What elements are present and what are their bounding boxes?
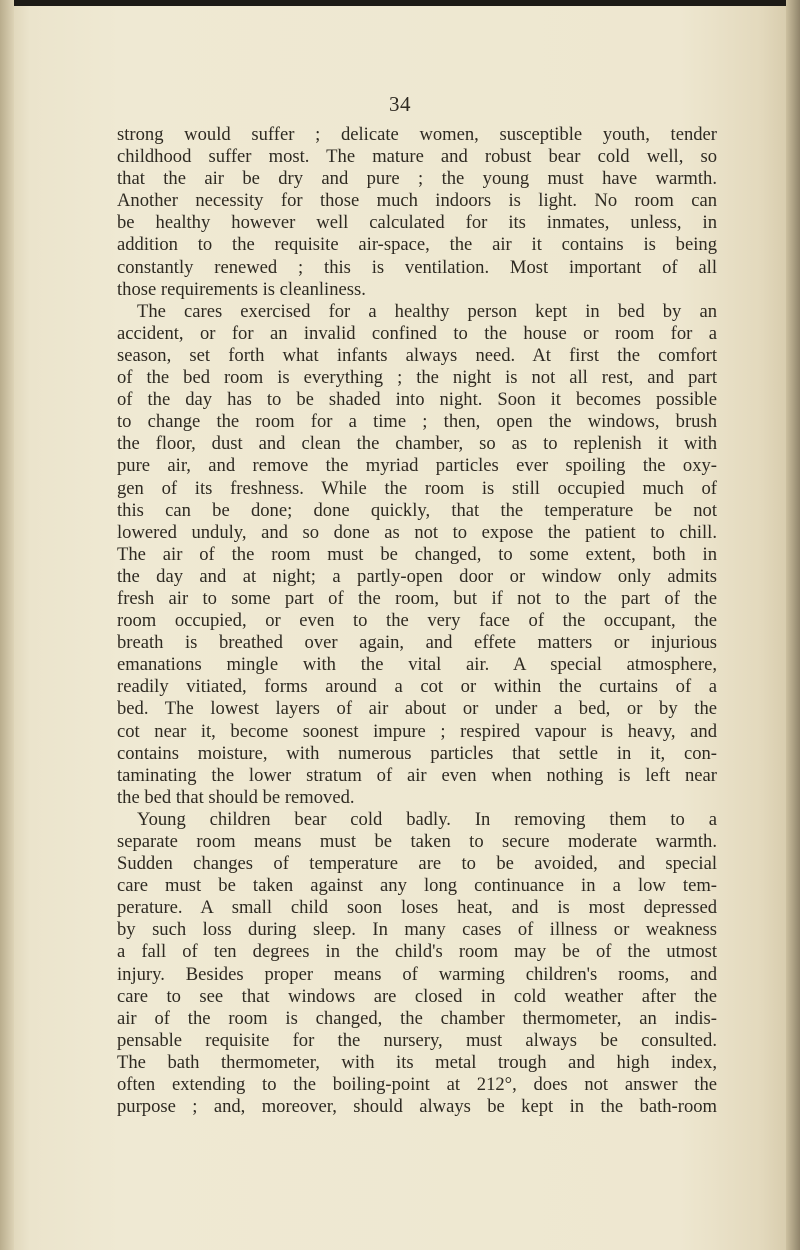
text-line: care to see that windows are closed in cold weather after the [117,985,717,1007]
text-line: fresh air to some part of the room, but if not to the part of the [117,587,717,609]
text-line: season, set forth what infants always need. At first the comfort [117,344,717,366]
page-fore-edge [786,0,800,1250]
text-line: breath is breathed over again, and effete matters or injurious [117,632,717,654]
text-line: separate room means must be taken to secure moderate warmth. [117,831,717,852]
text-line: The air of the room must be changed, to some extent, both in [117,543,717,565]
text-line: cot near it, become soonest impure ; respired vapour is heavy, and [117,720,717,742]
text-line: Another necessity for those much indoors is light. No room can [117,190,717,212]
text-line: Sudden changes of temperature are to be avoided, and special [117,853,717,875]
text-line: the day and at night; a partly-open door or window only admits [117,565,717,587]
text-line: lowered unduly, and so done as not to expose the patient to chill. [117,521,717,543]
text-line: gen of its freshness. While the room is still occupied much of [117,477,717,499]
text-line: this can be done; done quickly, that the temperature be not [117,499,717,521]
text-line: the bed that should be removed. [117,786,355,808]
text-line: pensable requisite for the nursery, must always be consulted. [117,1029,717,1051]
text-line: strong would suffer ; delicate women, susceptible youth, tender [117,124,717,145]
text-line: to change the room for a time ; then, open the windows, brush [117,411,717,433]
paragraph-start-line: Young children bear cold badly. In removing them to a [137,808,717,830]
text-line: air of the room is changed, the chamber thermometer, an indis- [117,1007,717,1029]
text-line: taminating the lower stratum of air even when nothing is left near [117,764,717,786]
paragraph-start-line: The cares exercised for a healthy person kept in bed by an [137,300,717,322]
text-line: purpose ; and, moreover, should always be kept in the bath-room [117,1096,717,1118]
page-top-edge [0,0,800,6]
body-text [117,124,717,1118]
text-line: be healthy however well calculated for its inmates, unless, in [117,212,717,234]
text-line: that the air be dry and pure ; the young must have warmth. [117,168,717,190]
text-line: readily vitiated, forms around a cot or within the curtains of a [117,676,717,698]
text-line: the floor, dust and clean the chamber, so as to replenish it with [117,433,717,455]
page-binding-edge [0,0,14,1250]
text-line: addition to the requisite air-space, the air it contains is being [117,234,717,256]
page-number: 34 [389,92,411,116]
text-line: often extending to the boiling-point at 212°, does not answer the [117,1074,717,1096]
text-line: The bath thermometer, with its metal trough and high index, [117,1051,717,1073]
text-line: of the day has to be shaded into night. Soon it becomes possible [117,389,717,411]
text-line: those requirements is cleanliness. [117,278,366,300]
text-line: injury. Besides proper means of warming children's rooms, and [117,963,717,985]
text-line: pure air, and remove the myriad particles ever spoiling the oxy- [117,455,717,477]
text-line: emanations mingle with the vital air. A special atmosphere, [117,654,717,676]
text-line: perature. A small child soon loses heat, and is most depressed [117,897,717,919]
text-line: care must be taken against any long continuance in a low tem- [117,875,717,897]
text-line: constantly renewed ; this is ventilation. Most important of all [117,256,717,278]
text-line: bed. The lowest layers of air about or under a bed, or by the [117,698,717,720]
text-line: room occupied, or even to the very face of the occupant, the [117,610,717,632]
text-line: of the bed room is everything ; the night is not all rest, and part [117,367,717,389]
text-line: contains moisture, with numerous particles that settle in it, con- [117,742,717,764]
text-line: accident, or for an invalid confined to the house or room for a [117,322,717,344]
text-line: childhood suffer most. The mature and robust bear cold well, so [117,146,717,168]
text-line: a fall of ten degrees in the child's room may be of the utmost [117,941,717,963]
text-line: by such loss during sleep. In many cases of illness or weakness [117,919,717,941]
